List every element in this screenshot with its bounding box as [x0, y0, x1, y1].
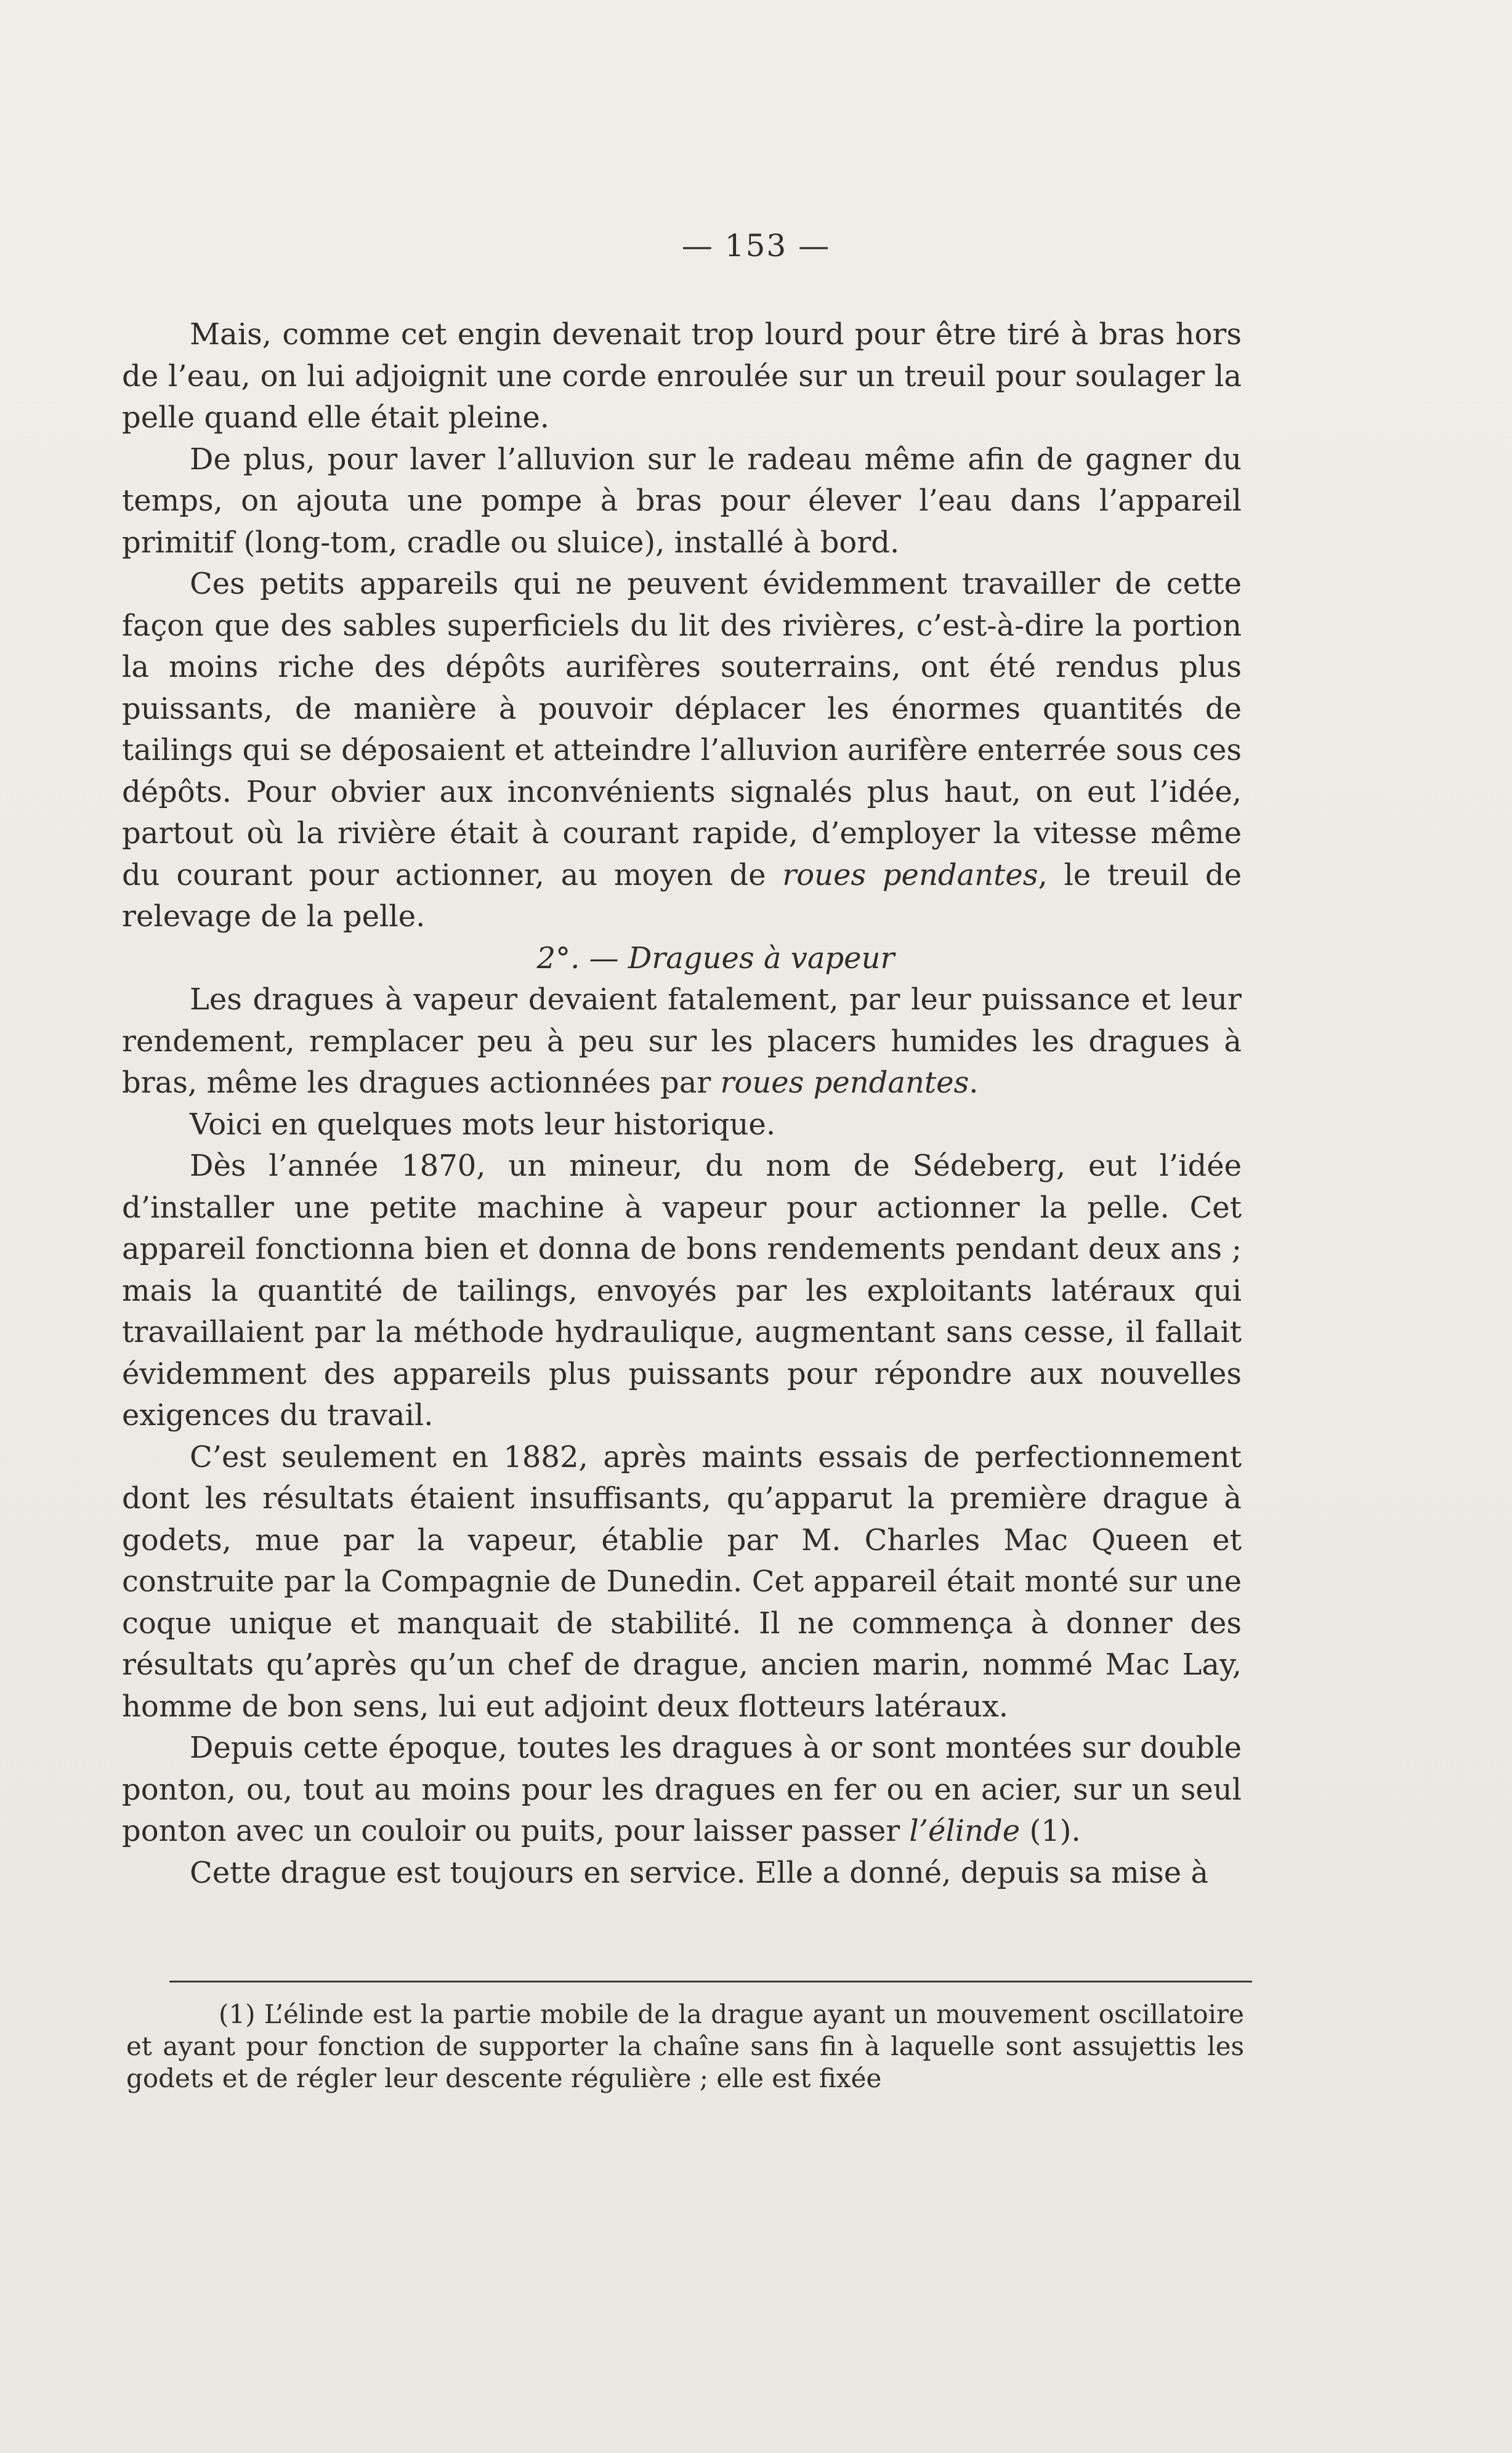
section-title — [122, 938, 1242, 980]
paragraph-4 — [122, 979, 1242, 1104]
paragraph-1 — [122, 314, 1242, 439]
paragraph-8-italic: l’élinde — [909, 1814, 1021, 1848]
paragraph-8-end: (1). — [1020, 1814, 1081, 1848]
body-text — [122, 314, 1242, 1894]
section-title-text: 2°. — Dragues à vapeur — [536, 940, 895, 976]
page-number-header: — 153 — — [681, 228, 831, 264]
paragraph-7 — [122, 1437, 1242, 1728]
paragraph-8-text: Depuis cette époque, toutes les dragues à or sont montées sur double ponton, ou, tout au moins pour les dragues en fer ou en acier, sur un seul ponton avec un couloir ou puits, pour laisser passer — [122, 1731, 1242, 1848]
paragraph-9-text: Cette drague est toujours en service. Elle a donné, depuis sa mise à — [190, 1855, 1208, 1890]
paragraph-9 — [122, 1853, 1242, 1894]
paragraph-3-end: , le treuil de relevage de la pelle. — [122, 857, 1242, 934]
footnote-1-text: (1) L’élinde est la partie mobile de la drague ayant un mouvement oscillatoire et ayant pour fonction de supporter la chaîne sans fin à laquelle sont assujettis les godets et de régler leur descente régulière ; elle est fixée — [126, 1999, 1244, 2093]
footnote-1 — [126, 1998, 1244, 2095]
paragraph-3-italic: roues pendantes — [782, 857, 1038, 892]
paragraph-6-text: Dès l’année 1870, un mineur, du nom de Sédeberg, eut l’idée d’installer une petite machine à vapeur pour actionner la pelle. Cet appareil fonctionna bien et donna de bons rendements pendant deux ans ; mais la quantité de tailings, envoyés par les exploitants latéraux qui travaillaient par la méthode hydraulique, augmentant sans cesse, il fallait évidemment des appareils plus puissants pour répondre aux nouvelles exigences du travail. — [122, 1149, 1242, 1433]
paragraph-8 — [122, 1728, 1242, 1853]
footnotes — [126, 1998, 1244, 2095]
paragraph-2-text: De plus, pour laver l’alluvion sur le radeau même afin de gagner du temps, on ajouta une pompe à bras pour élever l’eau dans l’appareil primitif (long-tom, cradle ou sluice), installé à bord. — [122, 442, 1242, 560]
paragraph-7-text: C’est seulement en 1882, après maints essais de perfectionnement dont les résultats étaient insuffisants, qu’apparut la première drague à godets, mue par la vapeur, établie par M. Charles Mac Queen et construite par la Compagnie de Dunedin. Cet appareil était monté sur une coque unique et manquait de stabilité. Il ne commença à donner des résultats qu’après qu’un chef de drague, ancien marin, nommé Mac Lay, homme de bon sens, lui eut adjoint deux flotteurs latéraux. — [122, 1439, 1242, 1724]
paragraph-2 — [122, 439, 1242, 564]
paragraph-5 — [122, 1104, 1242, 1146]
paragraph-3 — [122, 564, 1242, 938]
paragraph-1-text: Mais, comme cet engin devenait trop lourd pour être tiré à bras hors de l’eau, on lui adjoignit une corde enroulée sur un treuil pour soulager la pelle quand elle était pleine. — [122, 317, 1242, 435]
paragraph-4-text: Les dragues à vapeur devaient fatalement, par leur puissance et leur rendement, remplacer peu à peu sur les placers humides les dragues à bras, même les dragues actionnées par — [122, 982, 1242, 1100]
paragraph-4-end: . — [969, 1065, 979, 1100]
paragraph-3-text: Ces petits appareils qui ne peuvent évidemment travailler de cette façon que des sables superficiels du lit des rivières, c’est-à-dire la portion la moins riche des dépôts aurifères souterrains, ont été rendus plus puissants, de manière à pouvoir déplacer les énormes quantités de tailings qui se déposaient et atteindre l’alluvion aurifère enterrée sous ces dépôts. Pour obvier aux inconvénients signalés plus haut, on eut l’idée, partout où la rivière était à courant rapide, d’employer la vitesse même du courant pour actionner, au moyen de — [122, 567, 1242, 892]
footnote-divider — [169, 1981, 1252, 1982]
paragraph-6 — [122, 1146, 1242, 1437]
paragraph-5-text: Voici en quelques mots leur historique. — [190, 1107, 776, 1142]
paragraph-4-italic: roues pendantes — [720, 1065, 969, 1100]
